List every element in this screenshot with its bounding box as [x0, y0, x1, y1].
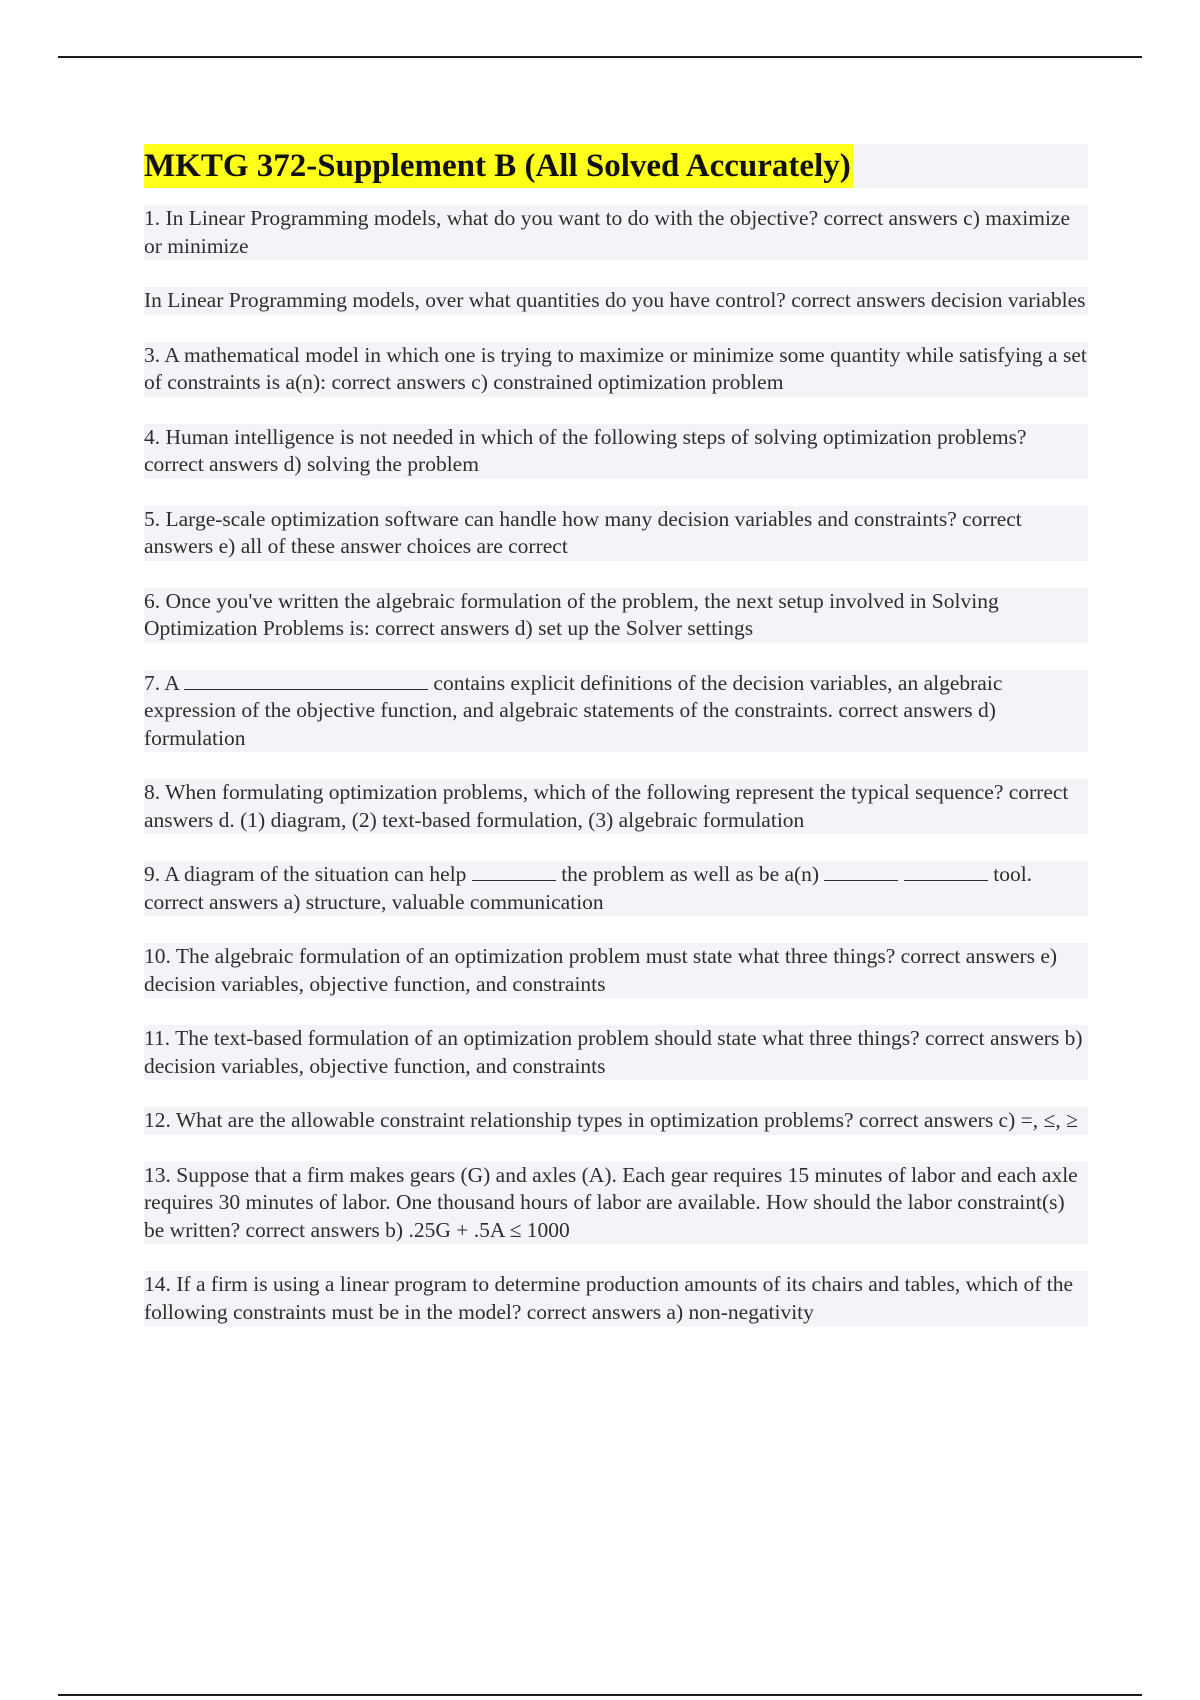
document-body: [144, 144, 1088, 1353]
qa-item-3: 3. A mathematical model in which one is trying to maximize or minimize some quantity while satisfying a set of constraints is a(n): correct answers c) constrained optimization problem: [144, 342, 1088, 397]
fill-in-blank: [184, 671, 428, 690]
qa-item-2: In Linear Programming models, over what quantities do you have control? correct answers decision variables: [144, 287, 1088, 315]
qa-item-8: 8. When formulating optimization problems, which of the following represent the typical sequence? correct answers d. (1) diagram, (2) text-based formulation, (3) algebraic formulation: [144, 779, 1088, 834]
qa-item-14: 14. If a firm is using a linear program to determine production amounts of its chairs and tables, which of the following constraints must be in the model? correct answers a) non-negativity: [144, 1271, 1088, 1326]
title-band: [144, 144, 1088, 188]
qa-item-1: 1. In Linear Programming models, what do you want to do with the objective? correct answers c) maximize or minimize: [144, 205, 1088, 260]
qa-item-11: 11. The text-based formulation of an optimization problem should state what three things? correct answers b) decision variables, objective function, and constraints: [144, 1025, 1088, 1080]
bottom-rule: [58, 1694, 1142, 1696]
fill-in-blank: [904, 862, 988, 881]
qa-item-9-before: 9. A diagram of the situation can help: [144, 862, 467, 886]
qa-item-9-after: tool. correct answers a) structure, valuable communication: [144, 862, 1033, 914]
fill-in-blank: [472, 862, 556, 881]
qa-item-13: 13. Suppose that a firm makes gears (G) and axles (A). Each gear requires 15 minutes of labor and each axle requires 30 minutes of labor. One thousand hours of labor are available. How should the labor constraint(s) be written? correct answers b) .25G + .5A ≤ 1000: [144, 1162, 1088, 1245]
qa-item-4: 4. Human intelligence is not needed in which of the following steps of solving optimization problems? correct answers d) solving the problem: [144, 424, 1088, 479]
qa-item-10: 10. The algebraic formulation of an optimization problem must state what three things? correct answers e) decision variables, objective function, and constraints: [144, 943, 1088, 998]
qa-item-9: [144, 861, 1088, 916]
qa-item-6: 6. Once you've written the algebraic formulation of the problem, the next setup involved in Solving Optimization Problems is: correct answers d) set up the Solver settings: [144, 588, 1088, 643]
qa-list: [144, 205, 1088, 1326]
qa-item-7-before: 7. A: [144, 670, 179, 695]
qa-item-7: [144, 670, 1088, 753]
qa-item-12: 12. What are the allowable constraint relationship types in optimization problems? correct answers c) =, ≤, ≥: [144, 1107, 1088, 1135]
qa-item-7-after: contains explicit definitions of the decision variables, an algebraic expression of the objective function, and algebraic statements of the constraints. correct answers d) formulation: [144, 670, 1003, 750]
qa-item-5: 5. Large-scale optimization software can handle how many decision variables and constraints? correct answers e) all of these answer choices are correct: [144, 506, 1088, 561]
document-title: MKTG 372-Supplement B (All Solved Accurately): [144, 144, 853, 188]
top-rule: [58, 56, 1142, 58]
qa-item-9-middle: the problem as well as be a(n): [561, 862, 820, 886]
fill-in-blank: [824, 862, 898, 881]
